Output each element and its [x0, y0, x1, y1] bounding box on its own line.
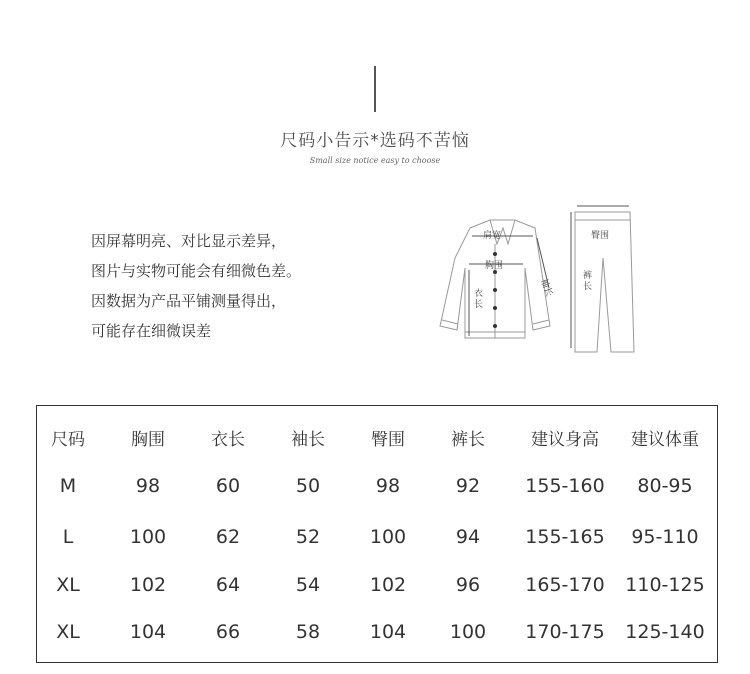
table-header: 裤长 [451, 430, 485, 450]
table-cell: 50 [295, 475, 321, 497]
table-header: 胸围 [131, 430, 165, 450]
table-row [37, 565, 717, 605]
page-title: 尺码小告示*选码不苦恼 [280, 131, 470, 151]
table-cell: 54 [295, 574, 321, 596]
table-header: 衣长 [211, 430, 245, 450]
table-cell: 60 [215, 475, 241, 497]
table-cell: XL [56, 574, 80, 596]
pants-length-label: 裤长 [583, 271, 593, 292]
table-row [37, 612, 717, 652]
table-cell: 62 [215, 526, 241, 548]
table-row [37, 517, 717, 557]
garment-measurement-illustration [425, 198, 655, 368]
table-cell: 94 [455, 526, 481, 548]
garment-length-label [474, 287, 483, 310]
table-cell: 104 [369, 621, 407, 643]
hip-label: 臀围 [591, 231, 610, 241]
svg-text:衣长: 衣长 [474, 289, 484, 310]
table-header: 尺码 [51, 430, 85, 450]
table-cell: 100 [369, 526, 407, 548]
table-cell: 66 [215, 621, 241, 643]
table-cell: 104 [129, 621, 167, 643]
size-table [36, 405, 718, 663]
chest-label: 胸围 [485, 261, 504, 271]
table-cell: 98 [375, 475, 401, 497]
sleeve-length-label: 袖长 [538, 277, 554, 298]
table-cell: 155-160 [525, 475, 605, 497]
table-header-row [37, 420, 717, 460]
table-cell: 52 [295, 526, 321, 548]
table-cell: 80-95 [637, 475, 693, 497]
table-cell: 110-125 [625, 574, 705, 596]
title-divider-line [374, 66, 376, 112]
notice-line: 因屏幕明亮、对比显示差异， [91, 232, 287, 250]
table-cell: L [62, 526, 74, 548]
page-subtitle: Small size notice easy to choose [309, 156, 441, 165]
notice-line: 图片与实物可能会有细微色差。 [91, 262, 302, 280]
table-cell: 102 [129, 574, 167, 596]
table-cell: 102 [369, 574, 407, 596]
table-row [37, 466, 717, 506]
table-cell: XL [56, 621, 80, 643]
table-cell: 165-170 [525, 574, 605, 596]
table-header: 建议体重 [631, 430, 699, 450]
shoulder-width-label: 肩宽 [483, 231, 502, 241]
table-header: 袖长 [291, 430, 325, 450]
table-cell: 96 [455, 574, 481, 596]
table-cell: 95-110 [631, 526, 699, 548]
table-cell: 100 [449, 621, 487, 643]
table-header: 建议身高 [531, 430, 599, 450]
table-cell: 98 [135, 475, 161, 497]
notice-line: 可能存在细微误差 [91, 322, 212, 340]
table-cell: 155-165 [525, 526, 605, 548]
notice-text [91, 226, 301, 346]
table-cell: 125-140 [625, 621, 705, 643]
table-cell: M [59, 475, 77, 497]
notice-line: 因数据为产品平铺测量得出， [91, 292, 287, 310]
table-cell: 92 [455, 475, 481, 497]
table-header: 臀围 [371, 430, 405, 450]
table-cell: 58 [295, 621, 321, 643]
table-cell: 170-175 [525, 621, 605, 643]
table-cell: 100 [129, 526, 167, 548]
table-cell: 64 [215, 574, 241, 596]
